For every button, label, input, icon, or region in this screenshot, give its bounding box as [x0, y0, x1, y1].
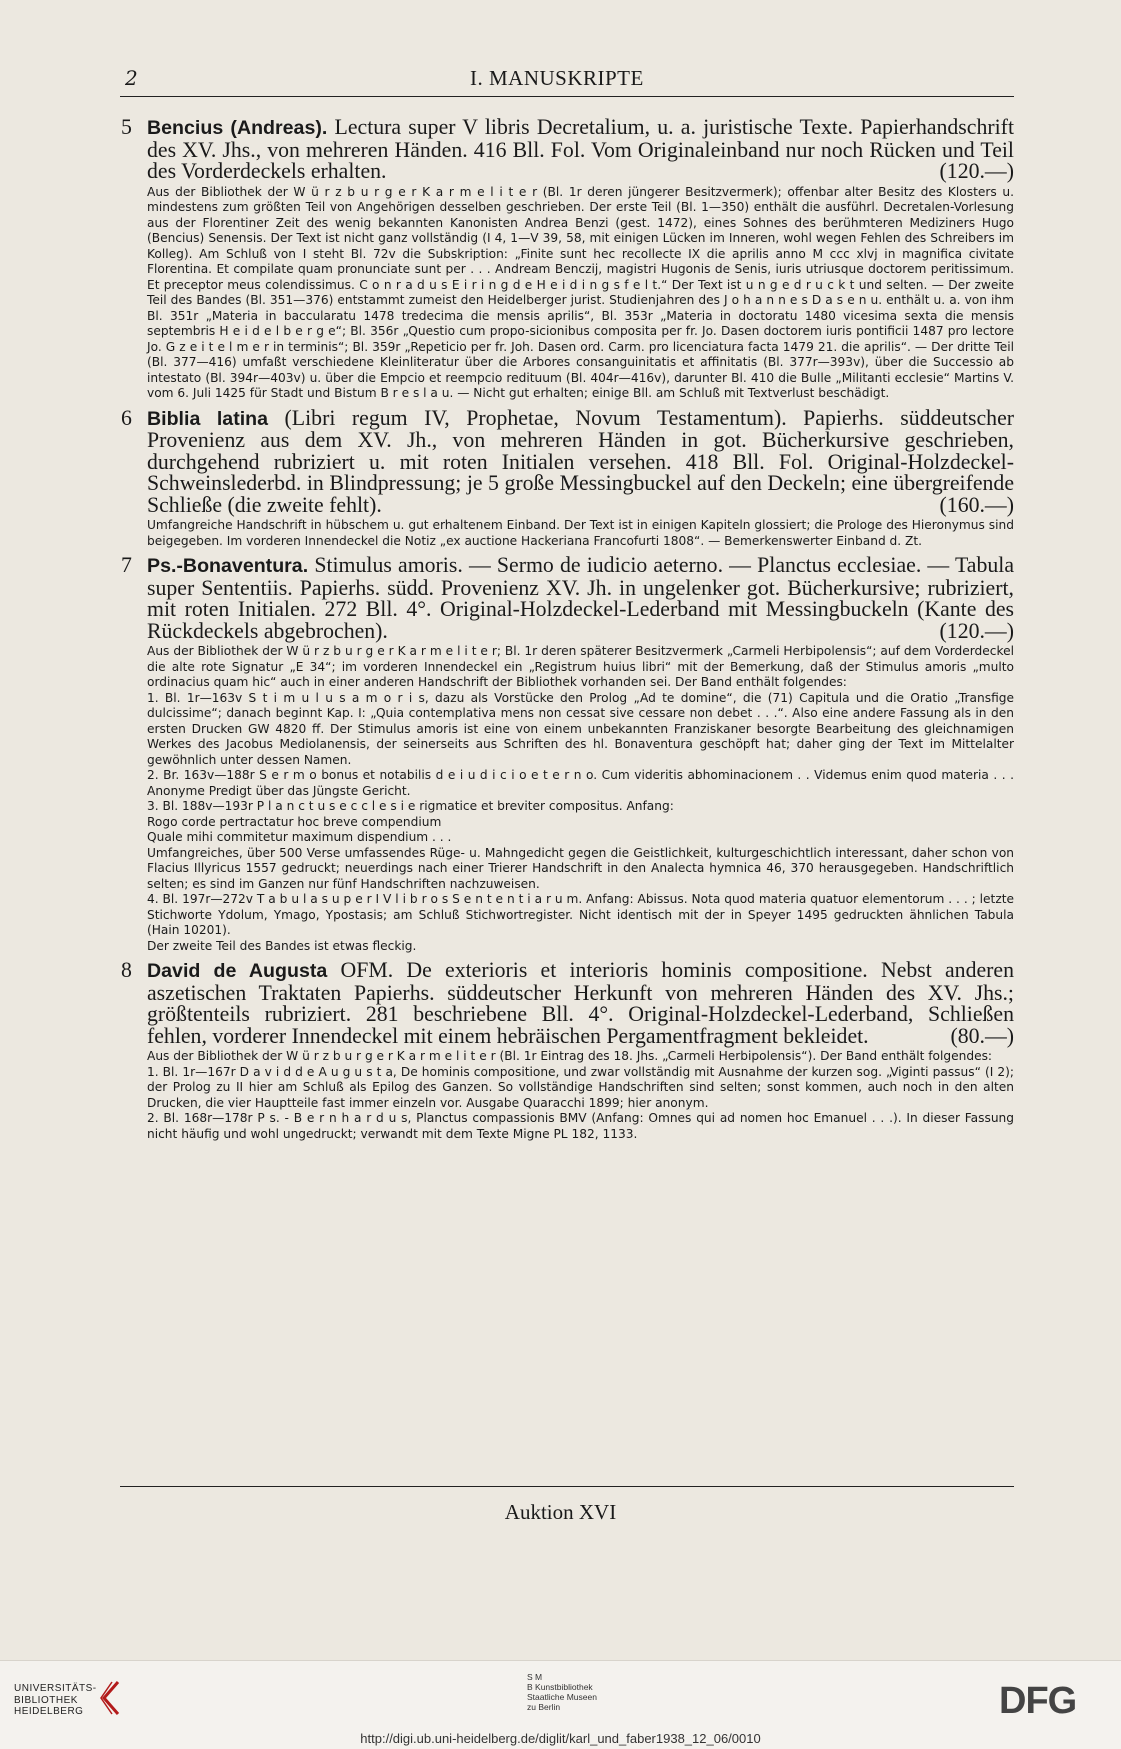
university-library-label[interactable] — [14, 1683, 97, 1718]
university-line: HEIDELBERG — [14, 1706, 84, 1717]
museum-credit — [527, 1672, 597, 1712]
entry-author: Biblia latina — [147, 407, 269, 430]
entry-heading — [121, 958, 1014, 1048]
credit-line: Staatliche Museen — [527, 1692, 597, 1702]
entry-author: Ps.-Bonaventura. — [147, 555, 309, 577]
credit-line: zu Berlin — [527, 1702, 561, 1712]
entry-heading — [121, 115, 1014, 183]
entry-author: David de Augusta — [147, 960, 328, 982]
university-logo-icon[interactable] — [98, 1678, 122, 1718]
estimate-price: (80.—) — [950, 1023, 1014, 1048]
header-rule — [120, 96, 1014, 97]
dfg-logo[interactable]: DFG — [999, 1680, 1077, 1722]
lot-number: 5 — [121, 115, 132, 139]
entry-note: Aus der Bibliothek der W ü r z b u r g e r K a r m e l i t e r (Bl. 1r Eintrag des 18. Jhs. „Carmeli Herbipolensis“). Der Band enthält folgendes: 1. Bl. 1r—167r D a v i d d e A u g u s t a, De hominis compositione, und zwar vollständig mit Ausnahme der kurzen sog. „Viginti passus“ (I 2); der Prolog zu II hier am Schluß als Epilog des Ganzen. So vollständige Handschriften sind selten; sonst kommen, auch noch in den alten Drucken, die vier Hauptteile fast immer einzeln vor. Ausgabe Quaracchi 1899; hier anonym. 2. Bl. 168r—178r P s. - B e r n h a r d u s, Planctus compassionis BMV (Anfang: Omnes qui ad nomen hoc Emanuel . . .). In dieser Fassung nicht häufig und wohl ungedruckt; verwandt mit dem Texte Migne PL 182, 1133. — [147, 1049, 1014, 1141]
entry-heading — [121, 553, 1014, 643]
credit-line: S M — [527, 1672, 543, 1682]
catalogue-entry — [121, 553, 1014, 954]
running-title: I. MANUSKRIPTE — [470, 66, 644, 90]
entry-note: Umfangreiche Handschrift in hübschem u. gut erhaltenem Einband. Der Text ist in einigen Kapiteln glossiert; die Prologe des Hieronymus sind beigegeben. Im vorderen Innendeckel die Notiz „ex auctione Hackeriana Francofurti 1808“. — Bemerkenswerter Einband d. Zt. — [147, 518, 1014, 548]
entry-heading — [121, 405, 1015, 517]
entry-note: Aus der Bibliothek der W ü r z b u r g e r K a r m e l i t e r (Bl. 1r deren jüngerer Besitzvermerk); offenbar alter Besitz des Klosters u. mindestens zum größten Teil von Angehörigen desselben geschrieben. Der erste Teil (Bl. 1—350) enthält die ausführl. Decretalen-Vorlesung aus der Florentiner Zeit des wenig bekannten Kanonisten Andrea Benzi (gest. 1472), eines Sohnes des berühmteren Mediziners Hugo (Bencius) Senensis. Der Text ist nicht ganz vollständig (I 4, 1—V 39, 58, mit einigen Lücken im Inneren, wohl wegen Fehlen des Schreibers im Kolleg). Am Schluß von I steht Bl. 72v die Subskription: „Finite sunt hec recollecte IX die aprilis anno M ccc xlvj in magnifica civitate Florentina. Et compilate quam pronunciate sunt per . . . Andream Benczij, magistri Hugonis de Senis, iuris utriusque doctorem peritissimum. Et preceptor meus colendissimus. C o n r a d u s E i r i n g d e H e i d i n g s f e l t.“ Der Text ist u n g e d r u c k t und selten. — Der zweite Teil des Bandes (Bl. 351—376) entstammt zumeist den Heidelberger jurist. Studienjahren des J o h a n n e s D a s e n u. enthält u. a. von ihm Bl. 351r „Materia in baccularatu 1478 tredecima die mensis aprilis“, Bl. 353r „Materia in doctoratu 1480 vicesima sexta die mensis septembris H e i d e l b e r g e“; Bl. 356r „Questio cum propo-sicionibus composita per fr. Jo. Dasen doctorem iuris pontificii 1487 pro lectore Jo. G z e i t e l m e r in terminis“; Bl. 359r „Repeticio per fr. Joh. Dasen ord. Carm. pro licenciatura facta 1479 21. die aprilis“. — Der dritte Teil (Bl. 377—416) umfaßt verschiedene Kleinliteratur über die Arbores consanguinitatis et affinitatis (Bl. 377r—393v), über die Successio ab intestato (Bl. 394r—403v) u. über die Empcio et reempcio redituum (Bl. 404r—416v), darunter Bl. 410 die Bulle „Militanti ecclesie“ Martins V. vom 6. Juli 1425 für Stadt und Bistum B r e s l a u. — Nicht gut erhalten; einige Bll. am Schluß mit Textverlust beschädigt. — [147, 184, 1014, 400]
estimate-price: (160.—) — [939, 492, 1014, 517]
entry-description: OFM. De exterioris et interioris hominis compositione. Nebst anderen aszetischen Traktaten Papierhs. süddeutscher Herkunft von mehreren Händen des XV. Jhs.; größtenteils rubriziert. 281 beschriebene Bll. 4°. Original-Holzdeckel-Lederband, Schließen fehlen, vorderer Innendeckel mit einem hebräischen Pergamentfragment bekleidet. — [147, 958, 1014, 1048]
lot-number: 8 — [121, 958, 132, 982]
estimate-price: (120.—) — [939, 159, 1014, 183]
footer-rule — [120, 1486, 1014, 1487]
lot-number: 6 — [121, 405, 132, 430]
catalogue-entry — [121, 405, 1015, 550]
lot-number: 7 — [121, 553, 132, 577]
catalogue-entries — [121, 115, 1015, 1148]
entry-description: (Libri regum IV, Prophetae, Novum Testamentum). Papierhs. süddeutscher Provenienz aus dem XV. Jh., von mehreren Händen in got. Bücherkursive geschrieben, durchgehend rubriziert u. mit roten Initialen versehen. 418 Bll. Fol. Original-Holzdeckel-Schweinslederbd. in Blindpressung; je 5 große Messingbuckel auf den Deckeln; eine übergreifende Schließe (die zweite fehlt). — [147, 405, 1015, 517]
university-line: BIBLIOTHEK — [14, 1694, 78, 1706]
estimate-price: (120.—) — [939, 618, 1014, 643]
catalogue-entry — [121, 958, 1014, 1142]
university-line: UNIVERSITÄTS- — [14, 1683, 97, 1694]
entry-note: Aus der Bibliothek der W ü r z b u r g e r K a r m e l i t e r; Bl. 1r deren späterer Besitzvermerk „Carmeli Herbipolensis“; auf dem Vorderdeckel die alte rote Signatur „E 34“; im vorderen Innendeckel ein „Registrum huius libri“ mit der Bemerkung, daß der Stimulus amoris „multo ordinacius quam hic“ auch in einer anderen Handschrift der Bibliothek vorhanden sei. Der Band enthält folgendes: 1. Bl. 1r—163v S t i m u l u s a m o r i s, dazu als Vorstücke den Prolog „Ad te domine“, die (71) Capitula und die Oratio „Transfige dulcissime“; danach beginnt Kap. I: „Quia contemplativa mens non cessat sive cessare non debet . . .“. Also eine andere Fassung als in den ersten Drucken GW 4820 ff. Der Stimulus amoris ist eine von einem unbekannten Franziskaner besorgte Bearbeitung des gleichnamigen Werkes des Jacobus Mediolanensis, der seinerseits aus Schriften des hl. Bonaventura geschöpft hat; daher ging der Text im Mittelalter gewöhnlich unter dessen Namen. 2. Br. 163v—188r S e r m o bonus et notabilis d e i u d i c i o e t e r n o. Cum videritis abhominacionem . . Videmus enim quod materia . . . Anonyme Predigt über das Jüngste Gericht. 3. Bl. 188v—193r P l a n c t u s e c c l e s i e rigmatice et breviter compositus. Anfang: Rogo corde pertractatur hoc breve compendium Quale mihi commitetur maximum dispendium . . . Umfangreiches, über 500 Verse umfassendes Rüge- u. Mahngedicht gegen die Geistlichkeit, kulturgeschichtlich interessant, daher schon von Flacius Illyricus 1557 gedruckt; neuerdings nach einer Trierer Handschrift in den Analecta hymnica 46, 370 herausgegeben. Handschriftlich selten; es sind im Ganzen nur fünf Handschriften nachzuweisen. 4. Bl. 197r—272v T a b u l a s u p e r I V l i b r o s S e n t e n t i a r u m. Anfang: Abissus. Nota quod materia quatuor elementorum . . . ; letzte Stichworte Ydolum, Ymago, Ypostasis; am Schluß Stichwortregister. Nicht identisch mit der in Speyer 1495 gedruckten ähnlichen Tabula (Hain 10201). Der zweite Teil des Bandes ist etwas fleckig. — [147, 644, 1014, 953]
credit-line: B Kunstbibliothek — [527, 1682, 593, 1692]
page-number: 2 — [125, 66, 138, 90]
entry-description: Lectura super V libris Decretalium, u. a. juristische Texte. Papierhandschrift des XV. Jhs., von mehreren Händen. 416 Bll. Fol. Vom Originaleinband nur noch Rücken und Teil des Vorderdeckels erhalten. — [147, 115, 1014, 183]
catalogue-entry — [121, 115, 1014, 402]
entry-author: Bencius (Andreas). — [147, 117, 328, 139]
auction-label: Auktion XVI — [504, 1500, 617, 1524]
entry-description: Stimulus amoris. — Sermo de iudicio aeterno. — Planctus ecclesiae. — Tabula super Sententiis. Papierhs. südd. Provenienz XV. Jh. in ungelenker got. Bücherkursive; rubriziert, mit roten Initialen. 272 Bll. 4°. Original-Holzdeckel-Lederband mit Messingbuckeln (Kante des Rückdeckels abgebrochen). — [147, 553, 1014, 643]
permalink-url[interactable]: http://digi.ub.uni-heidelberg.de/diglit/karl_und_faber1938_12_06/0010 — [360, 1731, 761, 1746]
